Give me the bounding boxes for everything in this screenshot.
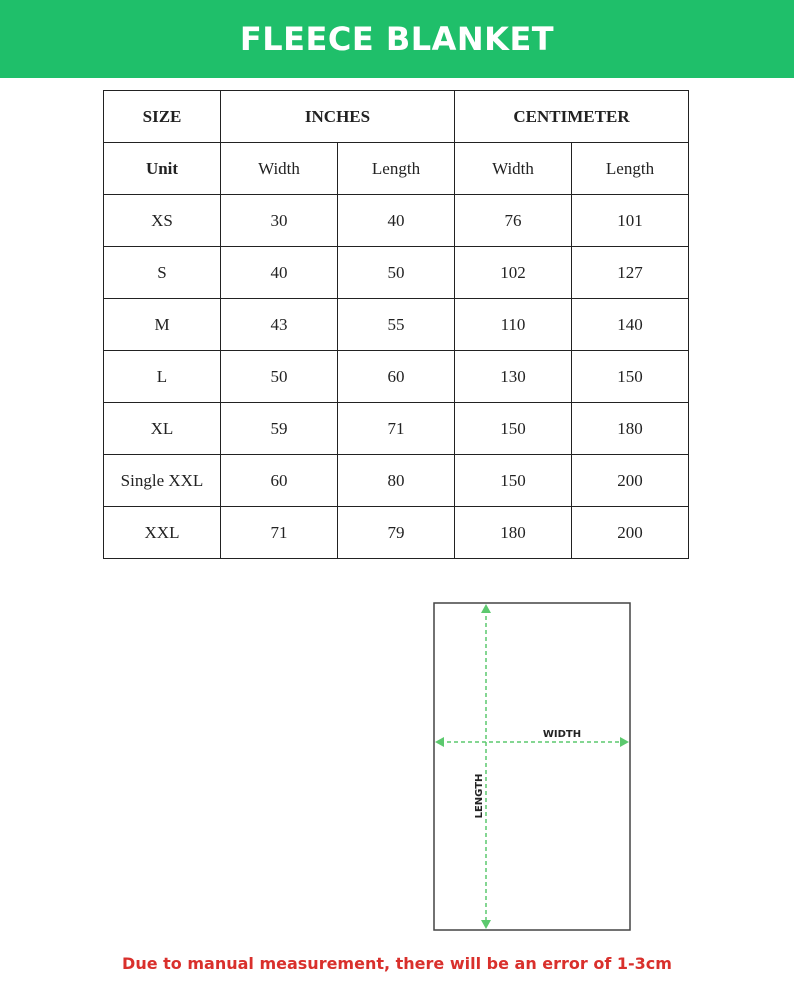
cell-inch-width: 43 bbox=[221, 299, 338, 351]
subheader-inch-width: Width bbox=[221, 143, 338, 195]
cell-size: L bbox=[104, 351, 221, 403]
cell-cm-width: 76 bbox=[455, 195, 572, 247]
cell-cm-length: 200 bbox=[572, 455, 689, 507]
cell-cm-width: 150 bbox=[455, 455, 572, 507]
table-row bbox=[104, 247, 689, 299]
cell-inch-width: 30 bbox=[221, 195, 338, 247]
blanket-outline bbox=[434, 603, 630, 930]
cell-size: Single XXL bbox=[104, 455, 221, 507]
table-row bbox=[104, 351, 689, 403]
cell-inch-width: 71 bbox=[221, 507, 338, 559]
cell-cm-length: 150 bbox=[572, 351, 689, 403]
cell-size: S bbox=[104, 247, 221, 299]
cell-inch-length: 50 bbox=[338, 247, 455, 299]
subheader-unit: Unit bbox=[104, 143, 221, 195]
cell-inch-width: 40 bbox=[221, 247, 338, 299]
subheader-cm-width: Width bbox=[455, 143, 572, 195]
length-label: LENGTH bbox=[474, 773, 485, 819]
table-row bbox=[104, 507, 689, 559]
table-row bbox=[104, 195, 689, 247]
size-chart-table bbox=[103, 90, 689, 559]
title-banner bbox=[0, 0, 794, 78]
cell-size: M bbox=[104, 299, 221, 351]
cell-cm-width: 130 bbox=[455, 351, 572, 403]
cell-cm-length: 140 bbox=[572, 299, 689, 351]
cell-cm-length: 200 bbox=[572, 507, 689, 559]
measurement-error-note: Due to manual measurement, there will be an error of 1-3cm bbox=[122, 954, 672, 973]
cell-cm-width: 110 bbox=[455, 299, 572, 351]
cell-inch-length: 40 bbox=[338, 195, 455, 247]
cell-cm-width: 180 bbox=[455, 507, 572, 559]
table-row bbox=[104, 455, 689, 507]
subheader-inch-length: Length bbox=[338, 143, 455, 195]
cell-inch-width: 60 bbox=[221, 455, 338, 507]
blanket-measurement-diagram bbox=[420, 595, 650, 940]
header-centimeter: CENTIMETER bbox=[455, 91, 689, 143]
cell-inch-length: 60 bbox=[338, 351, 455, 403]
table-row bbox=[104, 403, 689, 455]
cell-inch-length: 55 bbox=[338, 299, 455, 351]
table-header-row bbox=[104, 91, 689, 143]
cell-inch-width: 50 bbox=[221, 351, 338, 403]
width-label: WIDTH bbox=[542, 729, 582, 740]
cell-cm-length: 101 bbox=[572, 195, 689, 247]
cell-size: XS bbox=[104, 195, 221, 247]
table-subheader-row bbox=[104, 143, 689, 195]
page-title: FLEECE BLANKET bbox=[239, 20, 555, 58]
cell-size: XL bbox=[104, 403, 221, 455]
cell-cm-length: 180 bbox=[572, 403, 689, 455]
cell-size: XXL bbox=[104, 507, 221, 559]
cell-inch-width: 59 bbox=[221, 403, 338, 455]
cell-cm-width: 150 bbox=[455, 403, 572, 455]
cell-inch-length: 80 bbox=[338, 455, 455, 507]
cell-inch-length: 79 bbox=[338, 507, 455, 559]
subheader-cm-length: Length bbox=[572, 143, 689, 195]
header-inches: INCHES bbox=[221, 91, 455, 143]
cell-cm-length: 127 bbox=[572, 247, 689, 299]
cell-inch-length: 71 bbox=[338, 403, 455, 455]
table-row bbox=[104, 299, 689, 351]
header-size: SIZE bbox=[104, 91, 221, 143]
cell-cm-width: 102 bbox=[455, 247, 572, 299]
